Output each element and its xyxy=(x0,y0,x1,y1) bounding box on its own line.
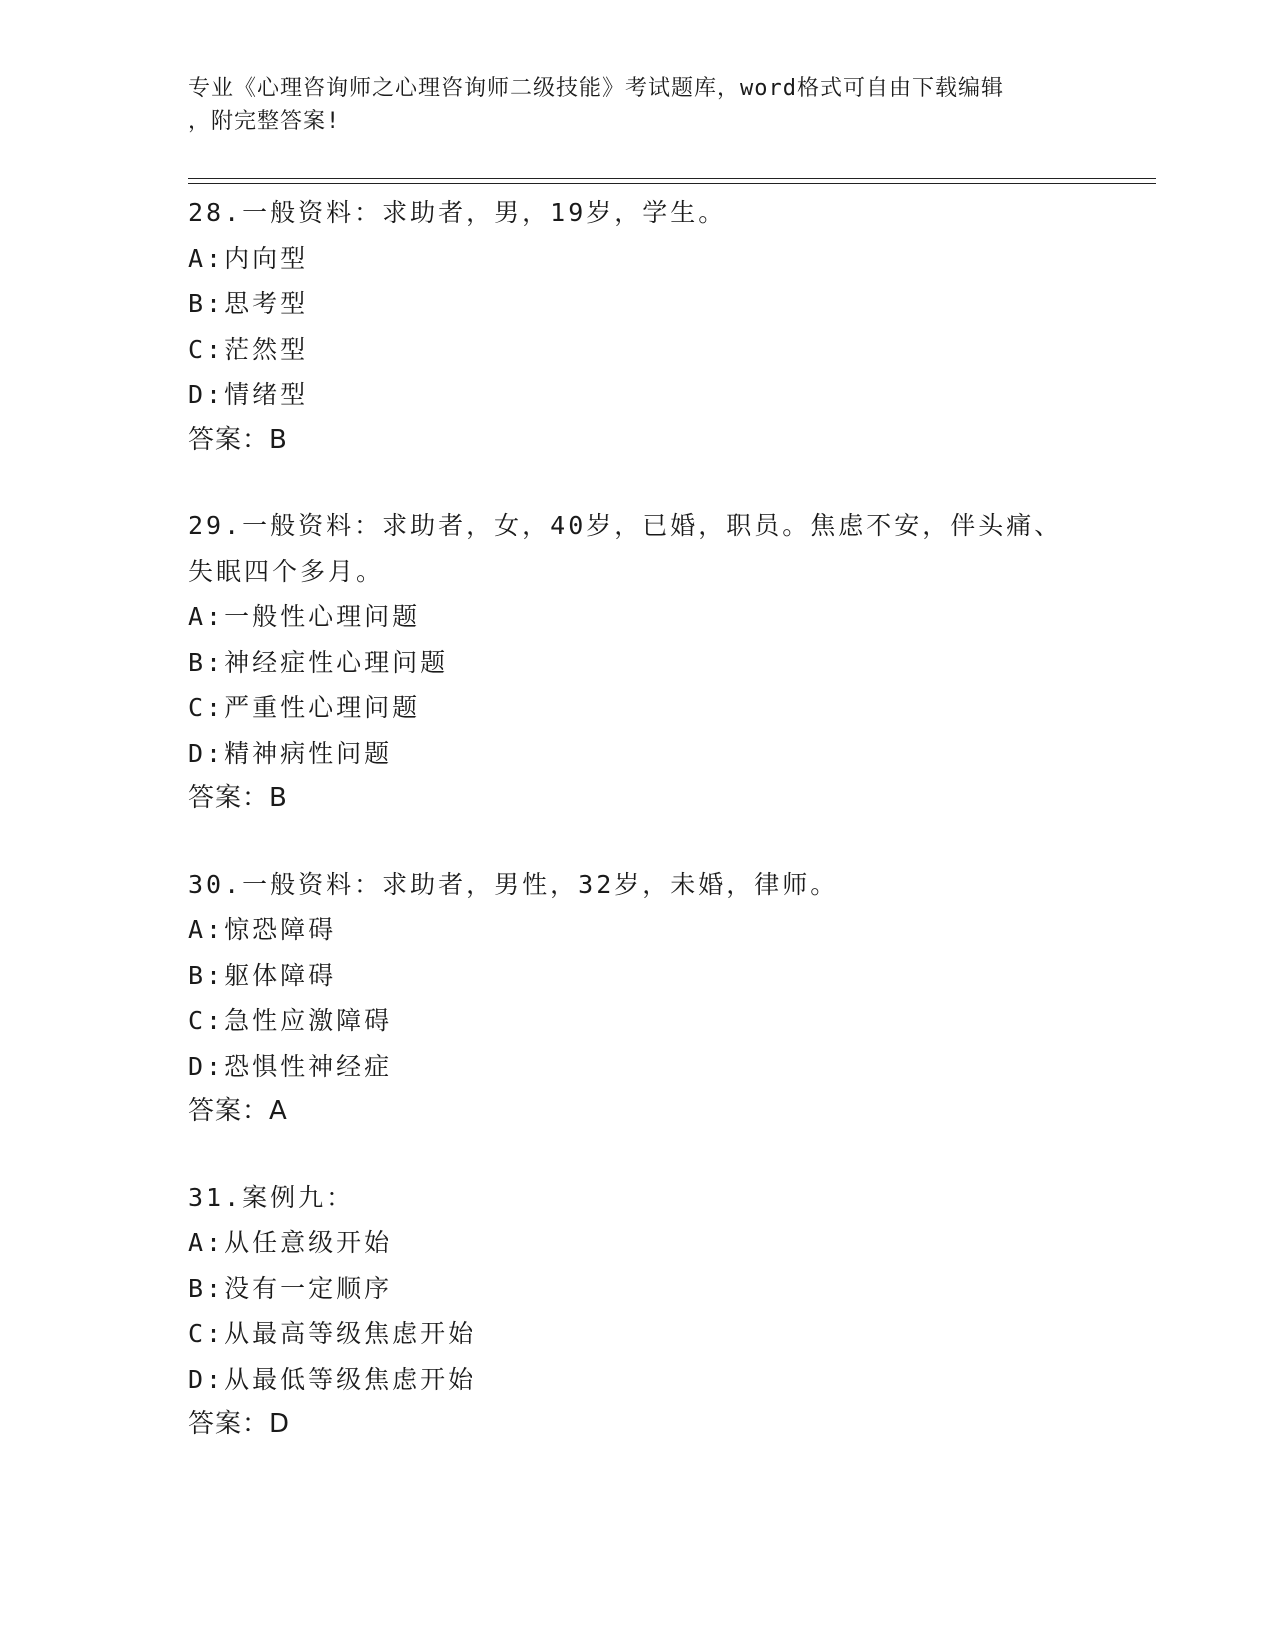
option-b: B:躯体障碍 xyxy=(188,960,337,990)
option-a: A:从任意级开始 xyxy=(188,1228,393,1257)
question-30 xyxy=(188,862,1088,1135)
option-a: A:一般性心理问题 xyxy=(188,602,421,631)
question-stem: 28.一般资料：求助者，男，19岁，学生。 xyxy=(188,198,727,227)
document-header xyxy=(188,72,1088,138)
question-31 xyxy=(188,1175,1088,1448)
option-c: C:从最高等级焦虑开始 xyxy=(188,1319,477,1348)
option-d: D:精神病性问题 xyxy=(188,738,393,768)
answer-label: 答案：A xyxy=(188,1096,288,1126)
question-28 xyxy=(188,190,1088,463)
header-divider-bottom xyxy=(188,183,1156,184)
option-c: C:急性应激障碍 xyxy=(188,1006,393,1035)
option-c: C:严重性心理问题 xyxy=(188,693,421,722)
question-list xyxy=(188,190,1088,1488)
question-stem-continued: 失眠四个多月。 xyxy=(188,556,385,586)
option-c: C:茫然型 xyxy=(188,334,309,364)
option-b: B:神经症性心理问题 xyxy=(188,647,449,677)
option-b: B:没有一定顺序 xyxy=(188,1273,393,1303)
question-stem: 29.一般资料：求助者，女，40岁，已婚，职员。焦虑不安，伴头痛、 xyxy=(188,511,1063,540)
question-stem: 31.案例九： xyxy=(188,1182,355,1212)
answer-label: 答案：B xyxy=(188,424,288,455)
option-a: A:内向型 xyxy=(188,243,309,273)
option-d: D:从最低等级焦虑开始 xyxy=(188,1364,477,1394)
header-line-1: 专业《心理咨询师之心理咨询师二级技能》考试题库，word格式可自由下载编辑 xyxy=(188,76,1004,101)
option-b: B:思考型 xyxy=(188,289,309,318)
option-d: D:情绪型 xyxy=(188,380,309,409)
option-a: A:惊恐障碍 xyxy=(188,915,337,944)
answer-label: 答案：B xyxy=(188,783,288,813)
header-divider-top xyxy=(188,178,1156,179)
header-line-2: ，附完整答案! xyxy=(188,109,341,134)
option-d: D:恐惧性神经症 xyxy=(188,1051,393,1081)
question-stem: 30.一般资料：求助者，男性，32岁，未婚，律师。 xyxy=(188,869,839,899)
answer-label: 答案：D xyxy=(188,1409,291,1439)
question-29 xyxy=(188,503,1088,822)
